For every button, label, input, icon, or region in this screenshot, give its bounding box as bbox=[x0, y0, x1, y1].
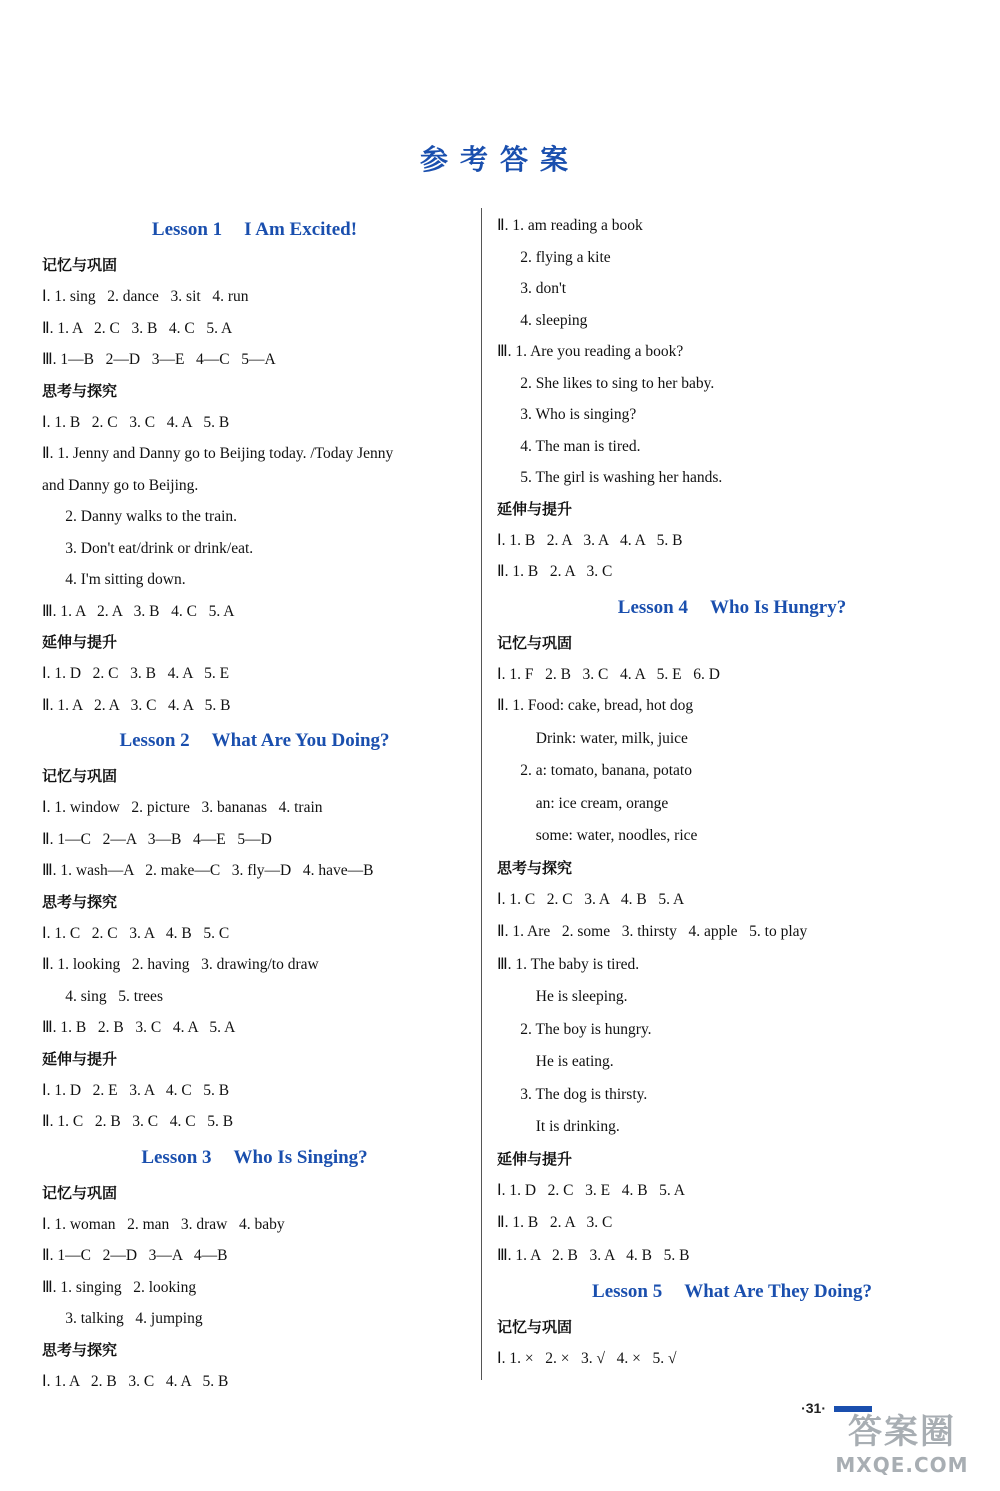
answer-line: 2. Danny walks to the train. bbox=[42, 508, 238, 525]
lesson-title: What Are They Doing? bbox=[684, 1281, 872, 1302]
column-divider bbox=[481, 208, 482, 1380]
answer-line: Ⅲ. 1. B 2. B 3. C 4. A 5. A bbox=[42, 1019, 236, 1036]
answer-line: Ⅱ. 1. B 2. A 3. C bbox=[497, 563, 613, 580]
answer-line: Ⅰ. 1. woman 2. man 3. draw 4. baby bbox=[42, 1215, 285, 1233]
answer-line: Ⅱ. 1. A 2. A 3. C 4. A 5. B bbox=[42, 696, 231, 714]
lesson-number: Lesson 3 bbox=[141, 1146, 212, 1168]
lesson-heading bbox=[42, 1138, 467, 1178]
lesson-number: Lesson 4 bbox=[617, 596, 688, 618]
answer-line: some: water, noodles, rice bbox=[497, 827, 698, 844]
lesson-title: Who Is Singing? bbox=[233, 1146, 368, 1168]
lesson-number: Lesson 2 bbox=[119, 730, 190, 751]
answer-line: 3. don't bbox=[497, 280, 567, 297]
answer-line: Ⅰ. 1. B 2. C 3. C 4. A 5. B bbox=[42, 413, 230, 431]
section-heading: 记忆与巩固 bbox=[497, 633, 573, 652]
answer-line: 5. The girl is washing her hands. bbox=[497, 469, 723, 486]
page-number-text: ·31· bbox=[801, 1400, 826, 1416]
answer-line: 3. Don't eat/drink or drink/eat. bbox=[42, 539, 254, 557]
section-heading: 思考与探究 bbox=[497, 858, 573, 877]
answer-line: Ⅱ. 1. B 2. A 3. C bbox=[497, 1214, 613, 1231]
answer-line: and Danny go to Beijing. bbox=[42, 476, 199, 494]
answer-line: Drink: water, milk, juice bbox=[497, 729, 688, 747]
answer-line: Ⅰ. 1. C 2. C 3. A 4. B 5. C bbox=[42, 924, 230, 942]
answer-line: Ⅲ. 1. A 2. B 3. A 4. B 5. B bbox=[497, 1246, 690, 1264]
watermark-bottom: MXQE.COM bbox=[835, 1453, 969, 1477]
section-heading: 记忆与巩固 bbox=[497, 1318, 573, 1336]
lesson-title: What Are You Doing? bbox=[211, 730, 390, 751]
answer-line: He is eating. bbox=[497, 1053, 614, 1070]
answer-line: Ⅰ. 1. × 2. × 3. √ 4. × 5. √ bbox=[497, 1350, 677, 1367]
answer-line: Ⅱ. 1. A 2. C 3. B 4. C 5. A bbox=[42, 319, 233, 337]
answer-line: Ⅱ. 1. looking 2. having 3. drawing/to draw bbox=[42, 956, 319, 973]
answer-line: 2. She likes to sing to her baby. bbox=[497, 374, 715, 392]
lesson-title: Who Is Hungry? bbox=[710, 596, 847, 618]
section-heading: 延伸与提升 bbox=[42, 633, 118, 651]
answer-line: 3. The dog is thirsty. bbox=[497, 1085, 648, 1103]
answer-line: Ⅲ. 1. singing 2. looking bbox=[42, 1278, 197, 1296]
answer-line: Ⅲ. 1. A 2. A 3. B 4. C 5. A bbox=[42, 602, 235, 620]
answer-line: Ⅱ. 1. Jenny and Danny go to Beijing today. /Today Jenny bbox=[42, 445, 394, 462]
answer-line: Ⅰ. 1. B 2. A 3. A 4. A 5. B bbox=[497, 531, 683, 549]
answer-line: 3. Who is singing? bbox=[497, 406, 637, 423]
answer-line: Ⅲ. 1. Are you reading a book? bbox=[497, 343, 684, 360]
section-heading: 思考与探究 bbox=[42, 381, 118, 400]
answer-line: 4. sleeping bbox=[497, 311, 588, 329]
lesson-heading bbox=[497, 588, 967, 628]
answer-line: Ⅱ. 1. am reading a book bbox=[497, 217, 643, 234]
lesson-heading bbox=[42, 210, 467, 250]
answer-line: Ⅰ. 1. D 2. C 3. E 4. B 5. A bbox=[497, 1181, 685, 1199]
answer-line: Ⅰ. 1. D 2. C 3. B 4. A 5. E bbox=[42, 665, 230, 682]
section-heading: 记忆与巩固 bbox=[42, 1183, 118, 1202]
section-heading: 延伸与提升 bbox=[497, 499, 573, 518]
section-heading: 延伸与提升 bbox=[42, 1049, 118, 1068]
answer-line: Ⅰ. 1. D 2. E 3. A 4. C 5. B bbox=[42, 1081, 230, 1099]
answer-line: 4. I'm sitting down. bbox=[42, 571, 186, 588]
answer-line: Ⅲ. 1. The baby is tired. bbox=[497, 955, 640, 973]
answer-line: It is drinking. bbox=[497, 1118, 620, 1135]
answer-line: Ⅱ. 1—C 2—A 3—B 4—E 5—D bbox=[42, 830, 272, 848]
answer-line: Ⅰ. 1. C 2. C 3. A 4. B 5. A bbox=[497, 890, 685, 908]
answer-line: Ⅱ. 1—C 2—D 3—A 4—B bbox=[42, 1247, 228, 1264]
answer-line: Ⅰ. 1. A 2. B 3. C 4. A 5. B bbox=[42, 1372, 229, 1390]
answer-line: 4. The man is tired. bbox=[497, 437, 641, 455]
answer-line: 2. The boy is hungry. bbox=[497, 1020, 652, 1038]
lesson-number: Lesson 5 bbox=[592, 1281, 663, 1302]
answer-line: Ⅰ. 1. window 2. picture 3. bananas 4. train bbox=[42, 799, 323, 816]
watermark-logo bbox=[822, 1404, 982, 1482]
section-heading: 记忆与巩固 bbox=[42, 256, 118, 274]
answer-line: Ⅲ. 1—B 2—D 3—E 4—C 5—A bbox=[42, 351, 276, 368]
answer-line: 4. sing 5. trees bbox=[42, 987, 163, 1005]
answer-line: Ⅰ. 1. sing 2. dance 3. sit 4. run bbox=[42, 288, 249, 305]
lesson-heading bbox=[42, 721, 467, 761]
answer-line: Ⅱ. 1. Are 2. some 3. thirsty 4. apple 5. to play bbox=[497, 923, 808, 940]
answer-line: Ⅱ. 1. Food: cake, bread, hot dog bbox=[497, 697, 694, 714]
answer-line: an: ice cream, orange bbox=[497, 794, 669, 812]
answer-line: 3. talking 4. jumping bbox=[42, 1310, 203, 1327]
right-column bbox=[497, 210, 967, 1375]
watermark-top: 答案圈 bbox=[848, 1412, 956, 1452]
lesson-number: Lesson 1 bbox=[151, 219, 223, 240]
section-heading: 记忆与巩固 bbox=[42, 767, 118, 785]
page-title: 参考答案 bbox=[419, 143, 580, 176]
answer-line: 2. flying a kite bbox=[497, 248, 611, 266]
answer-line: 2. a: tomato, banana, potato bbox=[497, 762, 692, 779]
section-heading: 思考与探究 bbox=[42, 1340, 118, 1359]
answer-line: Ⅰ. 1. F 2. B 3. C 4. A 5. E 6. D bbox=[497, 665, 720, 683]
section-heading: 延伸与提升 bbox=[497, 1149, 573, 1168]
section-heading: 思考与探究 bbox=[42, 892, 118, 911]
left-column bbox=[42, 210, 467, 1397]
answer-line: He is sleeping. bbox=[497, 988, 628, 1005]
answer-line: Ⅲ. 1. wash—A 2. make—C 3. fly—D 4. have—B bbox=[42, 862, 374, 879]
lesson-title: I Am Excited! bbox=[244, 219, 358, 240]
lesson-heading bbox=[497, 1272, 967, 1312]
answer-line: Ⅱ. 1. C 2. B 3. C 4. C 5. B bbox=[42, 1113, 234, 1130]
